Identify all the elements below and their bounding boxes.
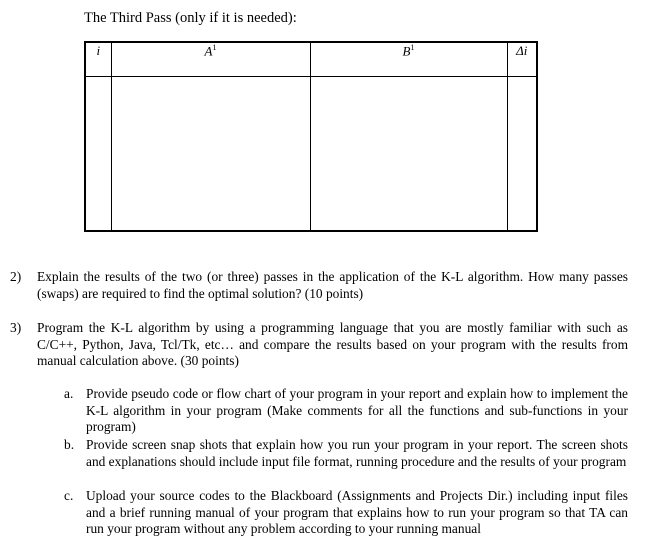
column-b-header: $B^1$	[310, 42, 507, 77]
cell-delta	[507, 77, 537, 232]
subitem-letter: b.	[64, 437, 75, 452]
subitem-letter: a.	[64, 386, 74, 401]
subitem-letter: c.	[64, 488, 74, 503]
cell-b	[310, 77, 507, 232]
question-text: Explain the results of the two (or three) passes in the application of the K-L algorithm. How many passes (swaps) are required to find the optimal solution? (10 points)	[37, 269, 628, 301]
question-number: 3)	[10, 320, 22, 335]
table-header-row	[85, 42, 537, 77]
third-pass-table	[84, 41, 538, 232]
column-a-header: $A^1$	[111, 42, 310, 77]
question-2	[10, 269, 628, 302]
subitem-text: Provide screen snap shots that explain how you run your program in your report. The screen shots and explanations should include input file format, running procedure and the results of your program	[86, 437, 628, 469]
table-body-row	[85, 77, 537, 232]
subitem-b	[64, 437, 628, 470]
subitem-a	[64, 386, 628, 436]
question-3	[10, 320, 628, 370]
question-text: Program the K-L algorithm by using a programming language that you are mostly familiar with such as C/C++, Python, Java, Tcl/Tk, etc… and compare the results based on your program with the results from manual calculation above. (30 points)	[37, 320, 628, 369]
column-i-header: i	[85, 42, 111, 77]
section-heading: The Third Pass (only if it is needed):	[84, 10, 297, 26]
question-number: 2)	[10, 269, 22, 284]
subitem-text: Provide pseudo code or flow chart of your program in your report and explain how to implement the K-L algorithm in your program (Make comments for all the functions and sub-functions in your program)	[86, 386, 628, 435]
cell-i	[85, 77, 111, 232]
subitem-text: Upload your source codes to the Blackboard (Assignments and Projects Dir.) including input files and a brief running manual of your program that explains how to run your program so that TA can run your program without any problem according to your running manual	[86, 488, 628, 537]
cell-a	[111, 77, 310, 232]
subitem-c	[64, 488, 628, 538]
column-delta-header: Δi	[507, 42, 537, 77]
